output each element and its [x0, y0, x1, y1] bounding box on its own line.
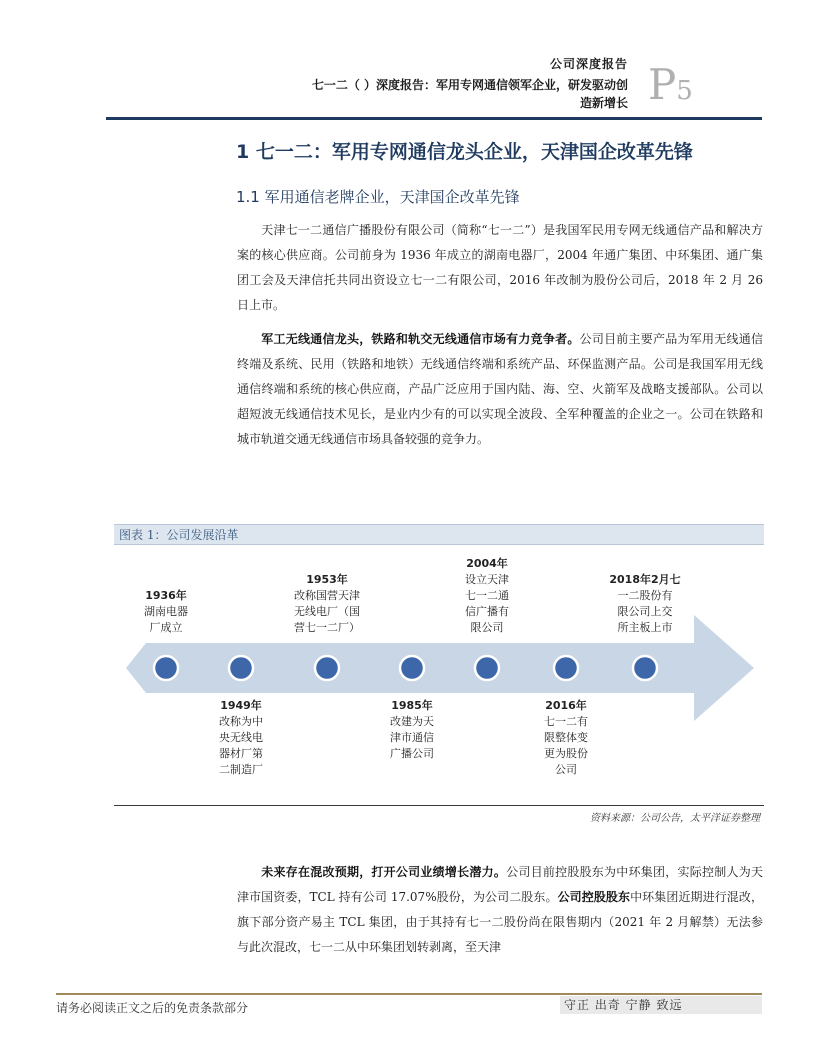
- timeline-event-text: 无线电厂（国: [294, 605, 360, 618]
- report-title-line1: 七一二（ ）深度报告：军用专网通信领军企业，研发驱动创: [311, 78, 628, 92]
- timeline-event-year: 1985年: [391, 699, 433, 712]
- timeline-event-text: 央无线电: [219, 731, 263, 744]
- timeline-event-bottom: [219, 698, 263, 778]
- page-number: [648, 60, 693, 109]
- timeline-dot: [315, 656, 339, 680]
- timeline-event-text: 器材厂第: [219, 747, 263, 760]
- paragraph-text: 天津七一二通信广播股份有限公司（简称“七一二”）是我国军民用专网无线通信产品和解决方案的核心供应商。公司前身为 1936 年成立的湖南电器厂，2004 年通广集团、中环集团、通广集团工会及天津信托共同出资设立七一二有限公司，2016 年改制为股份公司后，2018 年 2 月 26 日上市。: [237, 223, 763, 312]
- subsection-heading: 1.1 军用通信老牌企业，天津国企改革先锋: [236, 188, 520, 206]
- timeline-event-text: 设立天津: [465, 573, 509, 586]
- timeline-dot: [229, 656, 253, 680]
- paragraph-bold-inline: 公司控股股东: [557, 890, 631, 904]
- timeline-event-top: [294, 572, 360, 636]
- timeline-event-text: 改建为天: [390, 715, 434, 728]
- timeline-event-top: [609, 572, 680, 636]
- timeline-event-text: 一二股份有: [617, 589, 673, 602]
- timeline-event-text: 七一二有: [544, 715, 588, 728]
- paragraph-text: 公司目前控股股东为中环集团，实际控制人为天津市国资委，TCL 持有公司 17.07%股份，为公司二股东。: [237, 865, 763, 904]
- footer-motto: 守正 出奇 宁静 致远: [560, 996, 762, 1014]
- footer-disclaimer: 请务必阅读正文之后的免责条款部分: [56, 1001, 249, 1015]
- paragraph-text-continued: 中环集团近期进行混改，旗下部分资产易主 TCL 集团，由于其持有七一二股份尚在限售期内（2021 年 2 月解禁）无法参与此次混改，七一二从中环集团划转剥离，至天津: [237, 890, 763, 954]
- report-title: [168, 76, 628, 112]
- timeline-event-text: 二制造厂: [219, 763, 263, 776]
- timeline-event-year: 1936年: [145, 589, 187, 602]
- timeline-event-text: 限公司上交: [617, 605, 673, 618]
- paragraph-company-intro: [237, 218, 763, 318]
- timeline-dot: [400, 656, 424, 680]
- paragraph-mixed-ownership: [237, 860, 763, 960]
- page-number-value: 5: [676, 76, 693, 106]
- timeline-event-bottom: [544, 698, 588, 778]
- paragraph-market-position: [237, 327, 763, 452]
- timeline-event-text: 营七一二厂）: [294, 621, 360, 634]
- paragraph-text: 公司目前主要产品为军用无线通信终端及系统、民用（铁路和地铁）无线通信终端和系统产品、环保监测产品。公司是我国军用无线通信终端和系统的核心供应商，产品广泛应用于国内陆、海、空、火箭军及战略支援部队。公司以超短波无线通信技术见长，是业内少有的可以实现全波段、全军种覆盖的企业之一。公司在铁路和城市轨道交通无线通信市场具备较强的竞争力。: [237, 332, 763, 446]
- timeline-event-text: 更为股份: [544, 747, 588, 760]
- timeline-event-year: 2004年: [466, 557, 508, 570]
- section-heading: 1 七一二：军用专网通信龙头企业，天津国企改革先锋: [236, 141, 693, 163]
- timeline-event-text: 七一二通: [465, 589, 509, 602]
- page-prefix: P: [648, 60, 677, 109]
- report-title-line2: 造新增长: [579, 96, 628, 110]
- timeline-event-year: 2018年2月七: [609, 573, 681, 586]
- timeline-dot: [475, 656, 499, 680]
- timeline-event-text: 改称为中: [219, 715, 263, 728]
- timeline-event-text: 所主板上市: [617, 621, 673, 634]
- timeline-event-text: 信广播有: [465, 605, 509, 618]
- timeline-event-text: 公司: [555, 763, 577, 776]
- report-type-label: 公司深度报告: [549, 57, 628, 71]
- timeline-event-bottom: [390, 698, 434, 762]
- paragraph-bold-lead: 未来存在混改预期，打开公司业绩增长潜力。: [261, 865, 507, 879]
- timeline-dot: [154, 656, 178, 680]
- timeline-event-text: 限公司: [470, 621, 504, 634]
- timeline-dot: [554, 656, 578, 680]
- timeline-event-top: [144, 588, 188, 636]
- timeline-event-year: 1949年: [220, 699, 262, 712]
- timeline-dot: [633, 656, 657, 680]
- timeline-event-text: 广播公司: [390, 747, 434, 760]
- figure-source: 资料来源：公司公告，太平洋证券整理: [590, 813, 760, 824]
- timeline-event-year: 2016年: [545, 699, 587, 712]
- timeline-event-top: [465, 556, 509, 636]
- timeline-event-text: 限整体变: [544, 731, 588, 744]
- figure-caption: 图表 1：公司发展沿革: [119, 528, 239, 542]
- paragraph-bold-lead: 军工无线通信龙头，铁路和轨交无线通信市场有力竞争者。: [261, 332, 580, 346]
- figure-bottom-rule: [114, 805, 764, 806]
- timeline-event-text: 厂成立: [149, 621, 183, 634]
- footer-divider: [56, 993, 762, 995]
- timeline-event-year: 1953年: [306, 573, 348, 586]
- timeline-event-text: 湖南电器: [144, 605, 188, 618]
- timeline-event-text: 改称国营天津: [294, 589, 360, 602]
- header-divider: [106, 117, 762, 120]
- timeline-event-text: 津市通信: [390, 731, 434, 744]
